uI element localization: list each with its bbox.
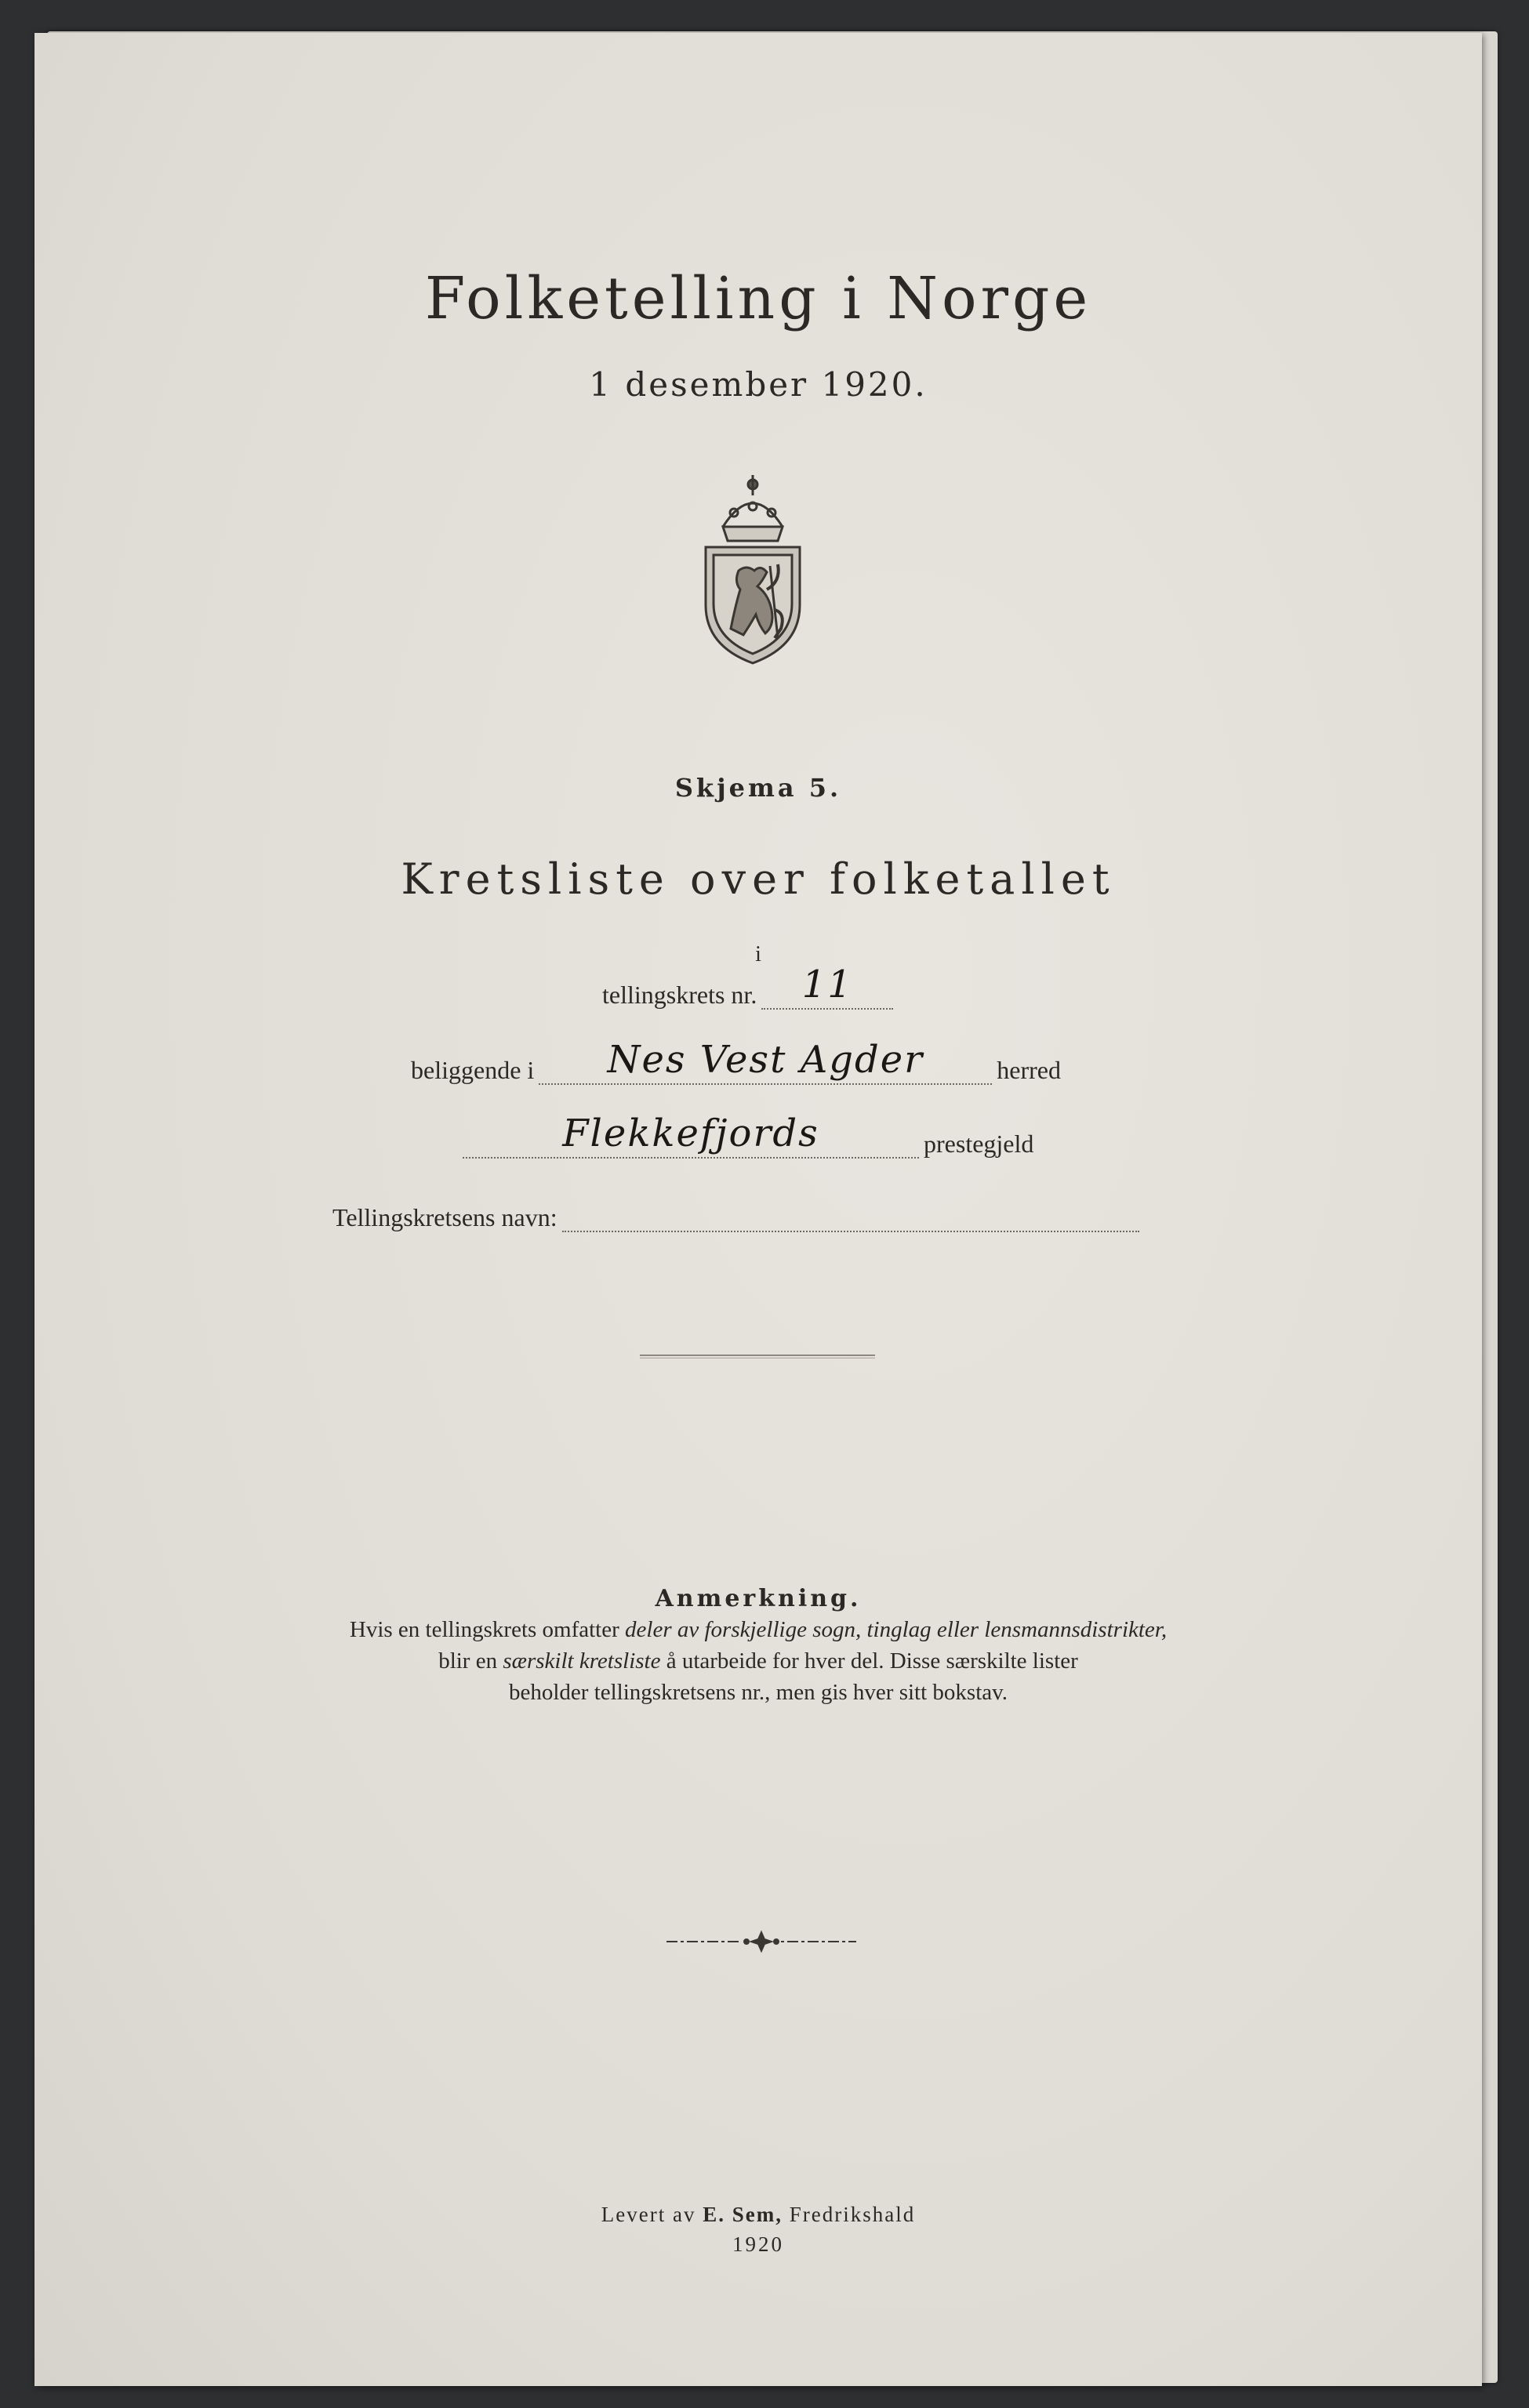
document-page bbox=[35, 33, 1482, 2386]
located-in-field[interactable] bbox=[539, 1038, 992, 1085]
ornament-divider-icon bbox=[663, 1930, 859, 1953]
parish-label: prestegjeld bbox=[924, 1130, 1034, 1158]
form-heading: Kretsliste over folketallet bbox=[401, 854, 1116, 904]
district-number-row bbox=[602, 963, 898, 1010]
district-number-value: 11 bbox=[801, 963, 853, 1006]
schema-number: Skjema 5. bbox=[674, 773, 842, 803]
located-in-value: Nes Vest Agder bbox=[607, 1038, 924, 1082]
note-line-1: Hvis en tellingskrets omfatter deler av forskjellige sogn, tinglag eller lensmannsdistrikter, bbox=[349, 1617, 1168, 1642]
district-name-field[interactable] bbox=[562, 1196, 1139, 1232]
district-number-label: tellingskrets nr. bbox=[602, 981, 757, 1009]
located-in-row bbox=[411, 1038, 1061, 1085]
document-title: Folketelling i Norge bbox=[424, 265, 1092, 332]
note-line-3: beholder tellingskretsens nr., men gis hver sitt bokstav. bbox=[508, 1680, 1008, 1705]
parish-field[interactable] bbox=[463, 1112, 919, 1159]
preposition-i: i bbox=[755, 942, 761, 966]
district-number-field[interactable] bbox=[761, 963, 893, 1010]
census-date: 1 desember 1920. bbox=[589, 365, 928, 404]
printer-credit: Levert av E. Sem, Fredrikshald bbox=[601, 2203, 916, 2226]
note-heading: Anmerkning. bbox=[655, 1585, 862, 1612]
note-line-2: blir en særskilt kretsliste å utarbeide for hver del. Disse særskilte lister bbox=[438, 1648, 1078, 1674]
parish-value: Flekkefjords bbox=[562, 1112, 819, 1155]
district-name-row bbox=[332, 1196, 1144, 1232]
print-year: 1920 bbox=[732, 2232, 784, 2256]
herred-label: herred bbox=[997, 1056, 1061, 1084]
norwegian-coat-of-arms-icon bbox=[699, 472, 806, 666]
parish-row bbox=[458, 1112, 1034, 1159]
district-name-label: Tellingskretsens navn: bbox=[332, 1203, 557, 1231]
separator-rule bbox=[640, 1354, 875, 1358]
located-in-label: beliggende i bbox=[411, 1056, 535, 1084]
